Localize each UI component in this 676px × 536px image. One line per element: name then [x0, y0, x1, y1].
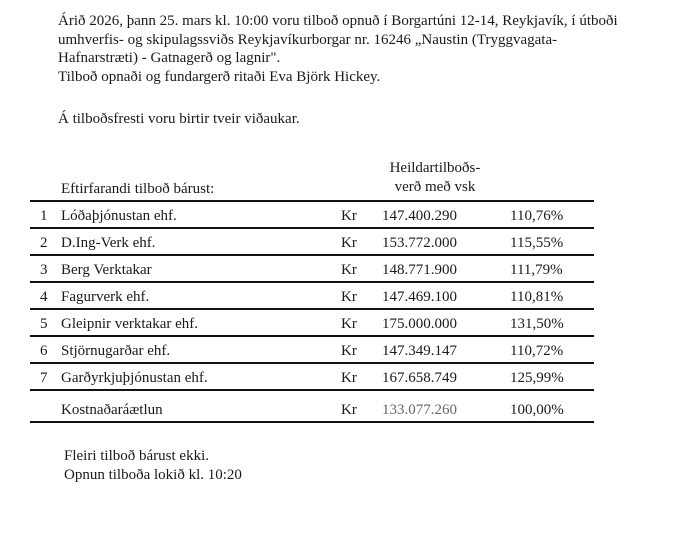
bidder-name: Berg Verktakar [61, 262, 152, 278]
bidder-name: Stjörnugarðar ehf. [61, 343, 171, 359]
bid-price: 147.469.100 [382, 289, 457, 305]
intro-line-3: Hafnarstræti) - Gatnagerð og lagnir". [58, 50, 281, 66]
estimate-row [30, 391, 594, 423]
bid-number: 4 [40, 289, 48, 305]
table-row [30, 337, 594, 364]
bidder-name: D.Ing-Verk ehf. [61, 235, 156, 251]
bid-currency: Kr [341, 262, 357, 278]
bid-percent: 110,72% [510, 343, 564, 359]
bidder-name: Fagurverk ehf. [61, 289, 150, 305]
estimate-name: Kostnaðaráætlun [61, 402, 163, 418]
bid-currency: Kr [341, 316, 357, 332]
bid-price: 153.772.000 [382, 235, 457, 251]
bid-currency: Kr [341, 370, 357, 386]
bid-percent: 110,76% [510, 208, 564, 224]
estimate-percent: 100,00% [510, 402, 564, 418]
table-row [30, 310, 594, 337]
price-column-header: Heildartilboðs- verð með vsk [389, 160, 481, 195]
bid-number: 3 [40, 262, 48, 278]
footer-note [64, 447, 242, 485]
bid-number: 7 [40, 370, 48, 386]
bid-currency: Kr [341, 343, 357, 359]
footer-line-1: Fleiri tilboð bárust ekki. [64, 448, 209, 464]
bids-table [30, 155, 594, 423]
table-row [30, 256, 594, 283]
bid-number: 2 [40, 235, 48, 251]
intro-line-2: umhverfis- og skipulagssviðs Reykjavíkurborgar nr. 16246 „Naustin (Tryggvagata- [58, 31, 558, 48]
table-row [30, 364, 594, 391]
bidder-name: Gleipnir verktakar ehf. [61, 316, 199, 332]
bid-percent: 115,55% [510, 235, 564, 251]
bid-price: 147.400.290 [382, 208, 457, 224]
table-label: Eftirfarandi tilboð bárust: [61, 181, 215, 197]
footer-line-2: Opnun tilboða lokið kl. 10:20 [64, 467, 242, 483]
bid-percent: 131,50% [510, 316, 564, 332]
bid-currency: Kr [341, 235, 357, 251]
bid-percent: 125,99% [510, 370, 564, 386]
bid-number: 5 [40, 316, 48, 332]
bid-percent: 110,81% [510, 289, 564, 305]
table-row [30, 283, 594, 310]
bid-currency: Kr [341, 289, 357, 305]
intro-line-4: Tilboð opnaði og fundargerð ritaði Eva Björk Hickey. [58, 68, 381, 85]
bid-number: 1 [40, 208, 48, 224]
table-row [30, 202, 594, 229]
bid-price: 147.349.147 [382, 343, 457, 359]
bidder-name: Lóðaþjónustan ehf. [61, 208, 177, 224]
intro-line-1: Árið 2026, þann 25. mars kl. 10:00 voru tilboð opnuð í Borgartúni 12-14, Reykjavík, í útboði [58, 13, 618, 29]
table-header [30, 155, 594, 202]
estimate-currency: Kr [341, 402, 357, 418]
bidder-name: Garðyrkjuþjónustan ehf. [61, 370, 208, 386]
estimate-price: 133.077.260 [382, 402, 457, 418]
bid-price: 148.771.900 [382, 262, 457, 278]
intro-paragraph [58, 12, 668, 86]
bid-price: 167.658.749 [382, 370, 457, 386]
addenda-note: Á tilboðsfresti voru birtir tveir viðaukar. [58, 111, 300, 127]
bid-price: 175.000.000 [382, 316, 457, 332]
table-row [30, 229, 594, 256]
bid-number: 6 [40, 343, 48, 359]
bid-percent: 111,79% [510, 262, 563, 278]
bid-currency: Kr [341, 208, 357, 224]
